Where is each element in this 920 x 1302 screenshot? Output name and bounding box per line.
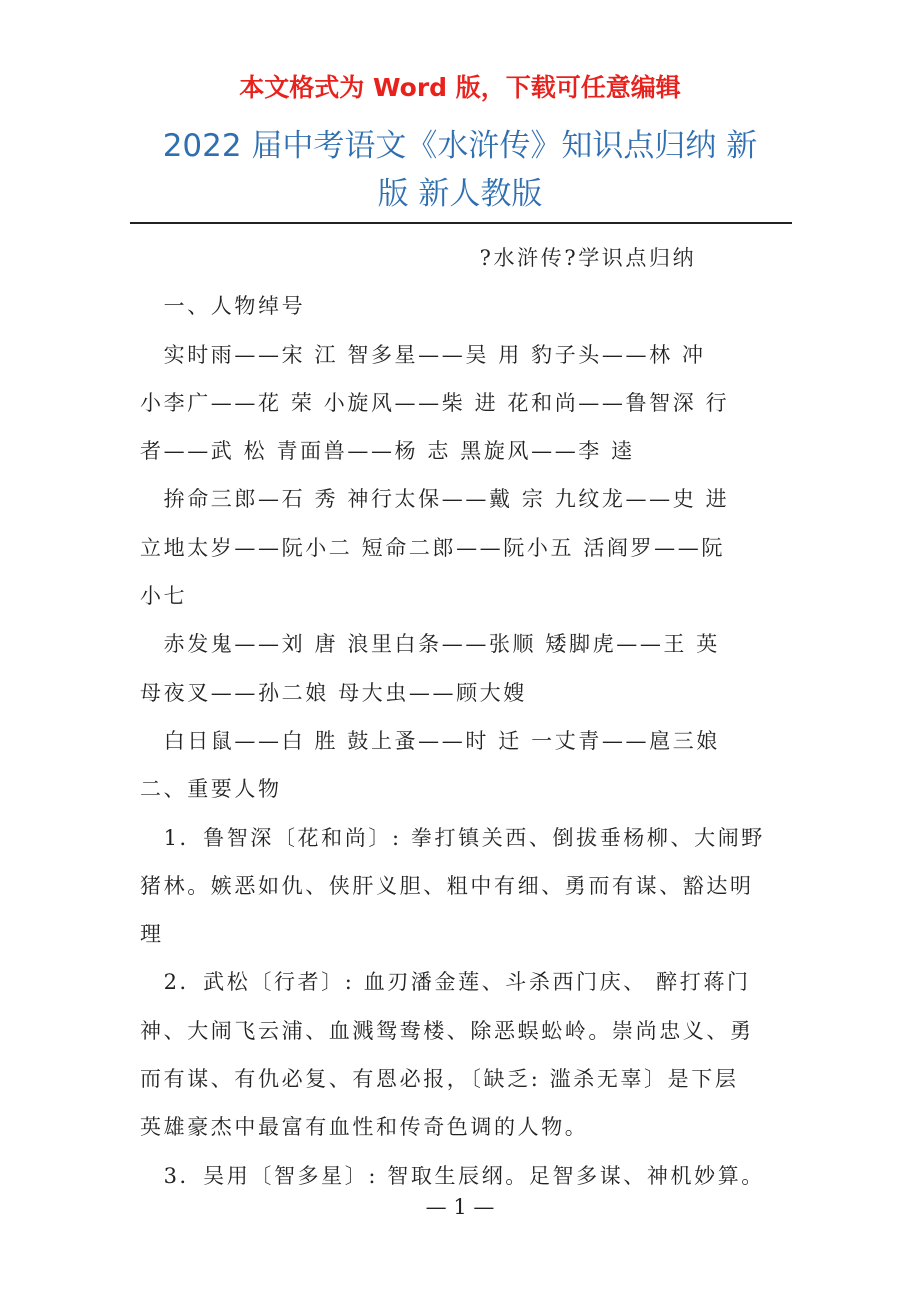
body-line: 立地太岁——阮小二 短命二郎——阮小五 活阎罗——阮 [140,535,725,560]
title-line-2: 版 新人教版 [377,176,543,212]
body-line: 2．武松〔行者〕: 血刃潘金莲、斗杀西门庆、 醉打蒋门 [140,970,751,995]
body-line: ?水浒传?学识点归纳 [140,246,697,270]
section-heading: 一、人物绰号 [140,294,306,319]
title-divider [130,222,792,224]
document-title [130,122,790,218]
body-line: 小李广——花 荣 小旋风——柴 进 花和尚——鲁智深 行 [140,390,730,415]
format-notice-banner: 本文格式为 Word 版，下载可任意编辑 [239,73,681,102]
section-heading: 二、重要人物 [140,777,282,802]
body-line: 小七 [140,584,188,609]
page-number: — 1 — [425,1195,495,1219]
body-line: 英雄豪杰中最富有血性和传奇色调的人物。 [140,1115,589,1140]
document-body [140,234,785,1200]
title-line-1: 2022 届中考语文《水浒传》知识点归纳 新 [162,128,758,164]
body-line: 母夜叉——孙二娘 母大虫——顾大嫂 [140,680,527,705]
body-line: 而有谋、有仇必复、有恩必报，〔缺乏: 滥杀无辜〕是下层 [140,1067,739,1092]
body-line: 1．鲁智深〔花和尚〕: 拳打镇关西、倒拔垂杨柳、大闹野 [140,825,765,850]
body-line: 理 [140,922,164,947]
body-line: 者——武 松 青面兽——杨 志 黑旋风——李 逵 [140,439,635,464]
body-line: 赤发鬼——刘 唐 浪里白条——张顺 矮脚虎——王 英 [140,632,720,657]
body-line: 拚命三郎—石 秀 神行太保——戴 宗 九纹龙——史 进 [140,487,730,512]
body-line: 3．吴用〔智多星〕: 智取生辰纲。足智多谋、神机妙算。 [140,1163,765,1188]
body-line: 白日鼠——白 胜 鼓上蚤——时 迁 一丈青——扈三娘 [140,728,720,753]
body-line: 实时雨——宋 江 智多星——吴 用 豹子头——林 冲 [140,342,706,367]
body-line: 神、大闹飞云浦、血溅鸳鸯楼、除恶蜈蚣岭。崇尚忠义、勇 [140,1018,754,1043]
body-line: 猪林。嫉恶如仇、侠肝义胆、粗中有细、勇而有谋、豁达明 [140,873,754,898]
